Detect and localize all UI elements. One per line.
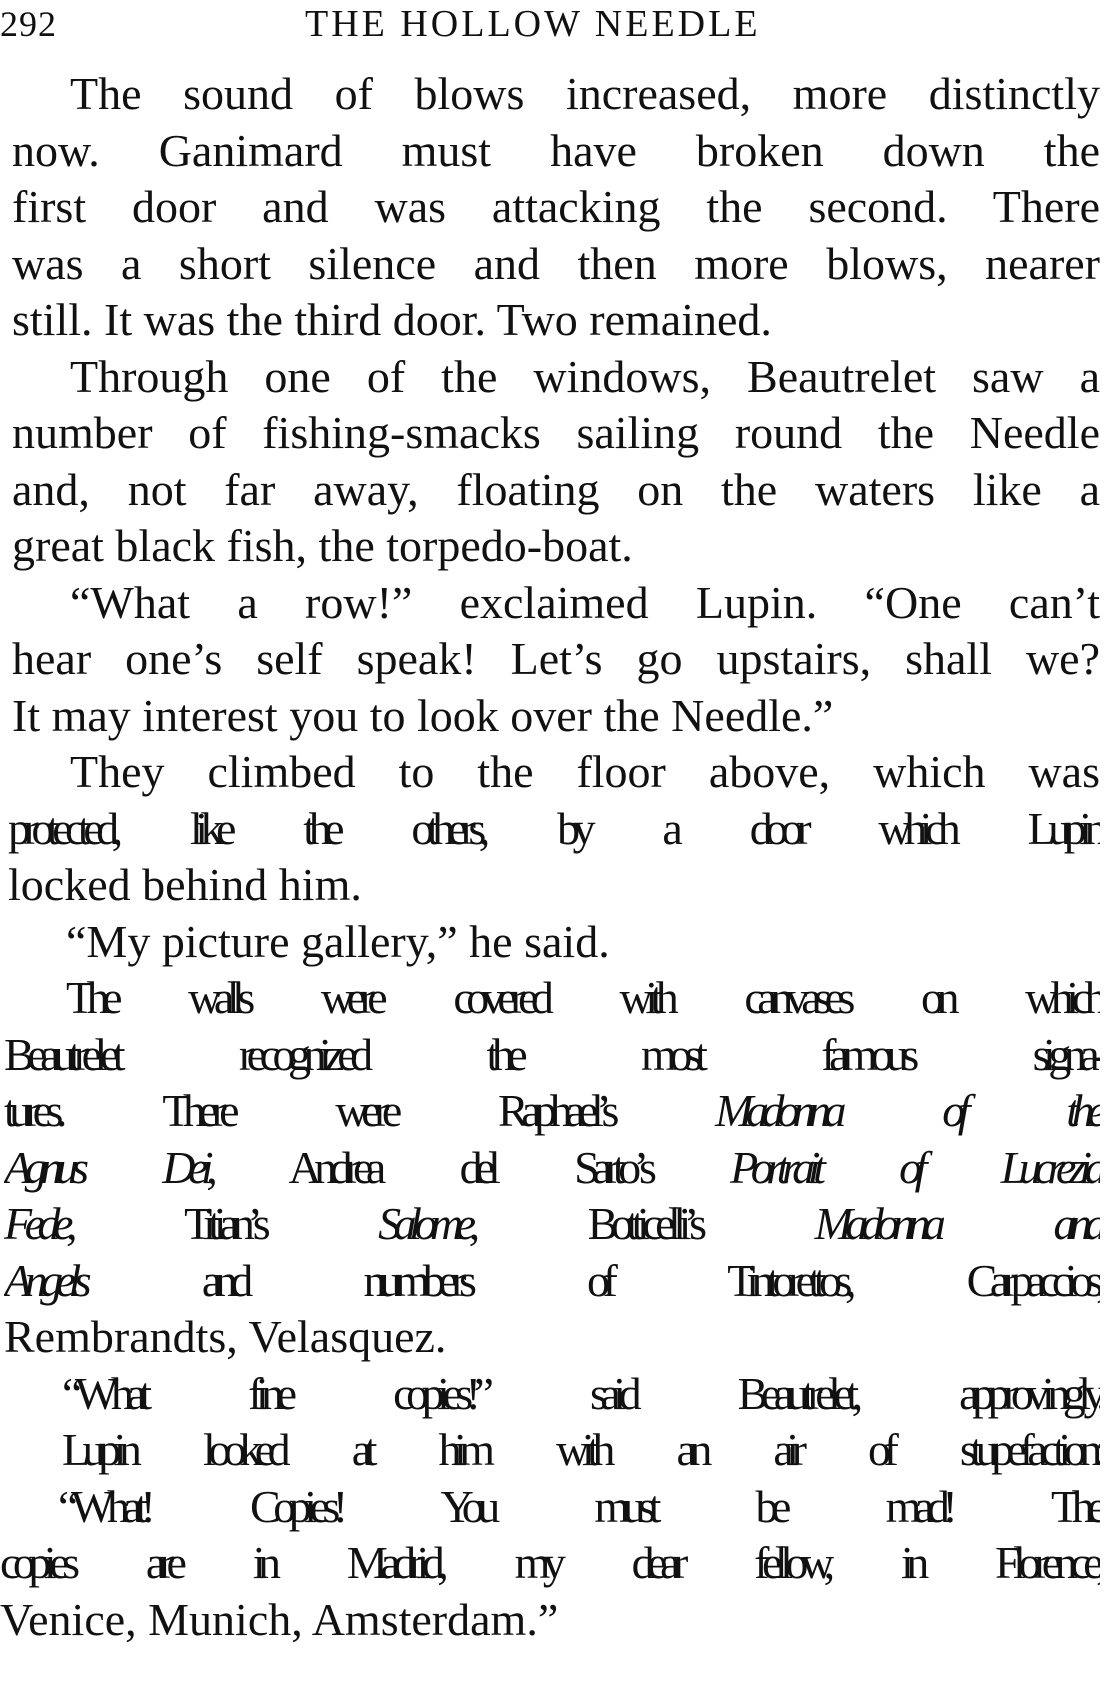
text-line: copies are in Madrid, my dear fellow, in Florence, [0, 1537, 1100, 1588]
italic-title: Portrait of Lucrezia [730, 1141, 1100, 1193]
italic-title: Madonna of the [715, 1085, 1100, 1136]
running-head [0, 2, 1114, 46]
text-run: , Botticelli’s [468, 1198, 815, 1249]
text-line: “My picture gallery,” he said. [66, 915, 610, 967]
text-line: Rembrandts, Velasquez. [4, 1311, 447, 1362]
text-run: , Titian’s [65, 1198, 379, 1249]
text-line: Beautrelet recognized the most famous signa- [4, 1028, 1100, 1080]
text-line: first door and was attacking the second. There [12, 181, 1100, 232]
text-line: “What a row!” exclaimed Lupin. “One can’t [70, 576, 1100, 628]
text-run: and numbers of Tintorettos, Carpaccios, [84, 1254, 1100, 1306]
italic-title: Madonna and [814, 1198, 1100, 1249]
text-line: Lupin looked at him with an air of stupefaction: [62, 1424, 1100, 1475]
text-line: The walls were covered with canvases on which [66, 972, 1100, 1023]
page-number: 292 [0, 4, 57, 44]
text-line: Venice, Munich, Amsterdam.” [0, 1593, 559, 1645]
text-line: “What fine copies!” said Beautrelet, approvingly. [62, 1367, 1100, 1419]
text-line: and, not far away, floating on the waters like a [12, 463, 1100, 515]
text-line: They climbed to the floor above, which was [70, 746, 1100, 797]
text-line [4, 1083, 1100, 1140]
text-line [4, 1253, 1100, 1310]
text-line: locked behind him. [8, 859, 362, 910]
text-line: number of fishing-smacks sailing round the Needle [12, 407, 1100, 458]
text-line: The sound of blows increased, more distinctly [70, 68, 1100, 119]
text-line: great black fish, the torpedo-boat. [12, 520, 633, 571]
text-run: , Andrea del Sarto’s [206, 1141, 731, 1193]
text-line [4, 1140, 1100, 1197]
text-line: protected, like the others, by a door which Lupin [8, 802, 1100, 854]
book-title: THE HOLLOW NEEDLE [305, 3, 761, 45]
body-text [0, 66, 1100, 1648]
text-line: was a short silence and then more blows, nearer [12, 237, 1100, 289]
text-line: hear one’s self speak! Let’s go upstairs, shall we? [12, 633, 1100, 684]
text-line: It may interest you to look over the Needle.” [12, 689, 834, 741]
text-line: now. Ganimard must have broken down the [12, 124, 1100, 176]
italic-title: Agnus Dei [4, 1141, 207, 1193]
italic-title: Fede [4, 1198, 66, 1249]
italic-title: Salome [378, 1198, 469, 1249]
text-run: tures. There were Raphael’s [4, 1085, 716, 1136]
text-line: Through one of the windows, Beautrelet saw a [70, 350, 1100, 402]
text-line: “What! Copies! You must be mad! The [58, 1480, 1100, 1532]
text-line: still. It was the third door. Two remained. [12, 294, 772, 345]
italic-title: Angels [4, 1254, 85, 1306]
text-line [4, 1196, 1100, 1253]
